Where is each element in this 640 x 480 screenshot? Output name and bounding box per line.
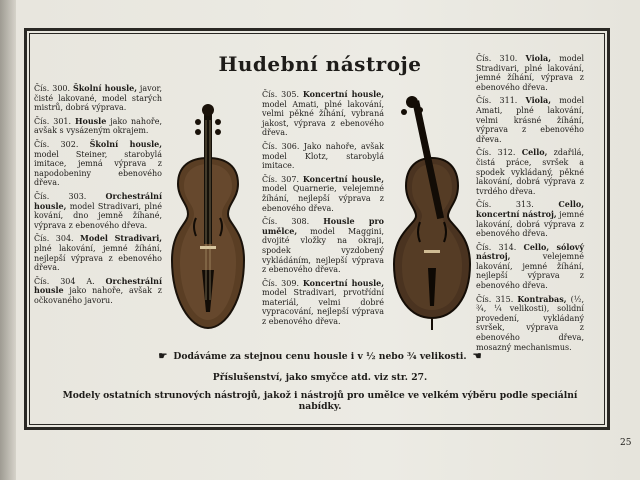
item-description: plné lakování, jemné žíhání, nejlepší výprava z ebenového dřeva.	[34, 243, 162, 273]
book-binding-shadow	[0, 0, 16, 480]
item-number: Čís. 300.	[34, 84, 71, 93]
item-number: Čís. 303.	[34, 191, 87, 201]
catalog-item	[34, 117, 162, 136]
item-description: model Steiner, starobylá imitace, jemná výprava z napodobeniny ebenového dřeva.	[34, 149, 162, 188]
item-number: Čís. 309.	[262, 278, 299, 288]
item-number: Čís. 310.	[476, 54, 518, 63]
catalog-item	[34, 192, 162, 230]
catalog-item	[476, 148, 584, 196]
item-name: Viola,	[525, 53, 551, 63]
catalog-item	[34, 140, 162, 188]
column-left	[34, 84, 162, 309]
item-name: Školní housle,	[89, 138, 163, 149]
item-number: Čís. 314.	[476, 242, 517, 252]
violin-illustration	[160, 100, 256, 336]
item-number: Čís. 315.	[476, 294, 514, 304]
catalog-item	[476, 295, 584, 353]
item-description: model Quarnerie, velejemné žíhání, nejlepší výprava z ebenového dřeva.	[262, 184, 384, 213]
item-number: Čís. 304.	[34, 234, 74, 244]
item-name: Koncertní housle,	[302, 277, 384, 288]
catalog-item	[262, 90, 384, 138]
item-number: Čís. 305.	[262, 90, 299, 99]
footer-models-note: Modely ostatních strunových nástrojů, jakož i nástrojů pro umělce ve velkém výběru podle speciální nabídky.	[62, 390, 578, 412]
item-description: velejemné lakování, jemné žíhání, nejlepší výprava z ebenového dřeva.	[476, 252, 584, 291]
page-title: Hudební nástroje	[218, 52, 422, 76]
item-number: Čís. 313.	[476, 200, 534, 210]
item-name: Model Stradivari,	[80, 233, 163, 244]
item-name: Orchestrální housle	[34, 275, 162, 296]
item-description: model Stradivari, plné kování, dno jemně žíhané, výprava z ebenového dřeva.	[34, 201, 162, 230]
item-description: model Stradivari, plné lakování, jemné žíhání, výprava z ebenového dřeva.	[476, 54, 585, 92]
catalog-item	[262, 279, 384, 327]
item-name: Orchestrální housle,	[34, 190, 162, 211]
catalog-item	[476, 200, 584, 238]
item-number: Čís. 311.	[476, 96, 518, 106]
catalog-item	[262, 175, 384, 213]
item-number: Čís. 312.	[476, 148, 516, 158]
item-description: jemné lakování, dobrá výprava z ebenového dřeva.	[476, 209, 584, 239]
item-name: Školní housle,	[72, 83, 138, 93]
item-name: Viola,	[525, 95, 551, 106]
catalog-item	[34, 277, 162, 306]
item-description: jako nahoře, avšak s vysázeným okrajem.	[34, 116, 162, 136]
item-name: Koncertní housle,	[302, 173, 384, 184]
item-name: Cello,	[521, 147, 548, 158]
item-name: Kontrabas,	[517, 293, 567, 304]
item-description: model Maggini, dvojité vložky na okraji, spodek vyzdobený vykládáním, nejlepší výprava z ebenového dřeva.	[262, 226, 384, 275]
item-name: Housle pro umělce,	[262, 216, 385, 236]
item-number: Čís. 308.	[262, 217, 310, 227]
catalog-item	[476, 96, 584, 144]
page-number: 25	[620, 438, 632, 448]
item-description: model Stradivari, prvotřídní materiál, velmi dobré vypracování, nejlepší výprava z ebenového dřeva.	[262, 288, 384, 327]
catalog-item	[34, 234, 162, 272]
item-description: javor, čisté lakované, model starých mistrů, dobrá výprava.	[34, 84, 162, 113]
item-name: Cello, sólový nástroj,	[476, 241, 585, 262]
catalog-item	[34, 84, 162, 113]
item-name: Koncertní housle,	[302, 89, 384, 99]
footer-sizes-note	[40, 351, 600, 362]
footer-accessories-note: Příslušenství, jako smyčce atd. viz str. 27.	[212, 372, 428, 383]
column-middle	[262, 90, 384, 331]
item-description: zdařilá, čistá práce, svršek a spodek vykládaný, pěkné lakování, dobrá výprava z tvrdého dřeva.	[476, 148, 584, 196]
item-description: model Amati, plné lakování, velmi pěkné žíhání, vybraná jakost, výprava z ebenového dřeva.	[262, 99, 384, 138]
catalog-item	[476, 243, 584, 291]
item-description: jako nahoře, avšak z očkovaného javoru.	[34, 286, 162, 305]
item-description: (½, ¾, ¼ velikosti), solidní provedení, vykládaný svršek, výprava z ebenového dřeva, mosazný mechanismus.	[476, 294, 585, 352]
pointing-hand-right-icon: ☛	[158, 351, 168, 362]
item-number: Čís. 301.	[34, 116, 72, 126]
pointing-hand-left-icon: ☚	[472, 351, 482, 362]
column-right	[476, 54, 584, 356]
item-number: Čís. 304 A.	[34, 276, 95, 286]
item-number: Čís. 306.	[262, 141, 300, 151]
cello-illustration	[386, 92, 478, 332]
item-description: Jako nahoře, avšak model Klotz, starobylá imitace.	[262, 141, 385, 171]
item-number: Čís. 302.	[34, 139, 79, 149]
item-number: Čís. 307.	[262, 174, 299, 184]
item-name: Housle	[74, 115, 107, 126]
catalog-item	[476, 54, 584, 92]
catalog-item	[262, 142, 384, 171]
item-description: model Amati, plné lakování, velmi krásné žíhání, výprava z ebenového dřeva.	[476, 96, 585, 144]
footer-line-1: Dodáváme za stejnou cenu housle i v ½ nebo ¾ velikosti.	[173, 351, 467, 362]
catalog-item	[262, 217, 384, 275]
item-name: Cello, koncertní nástroj,	[476, 199, 585, 219]
